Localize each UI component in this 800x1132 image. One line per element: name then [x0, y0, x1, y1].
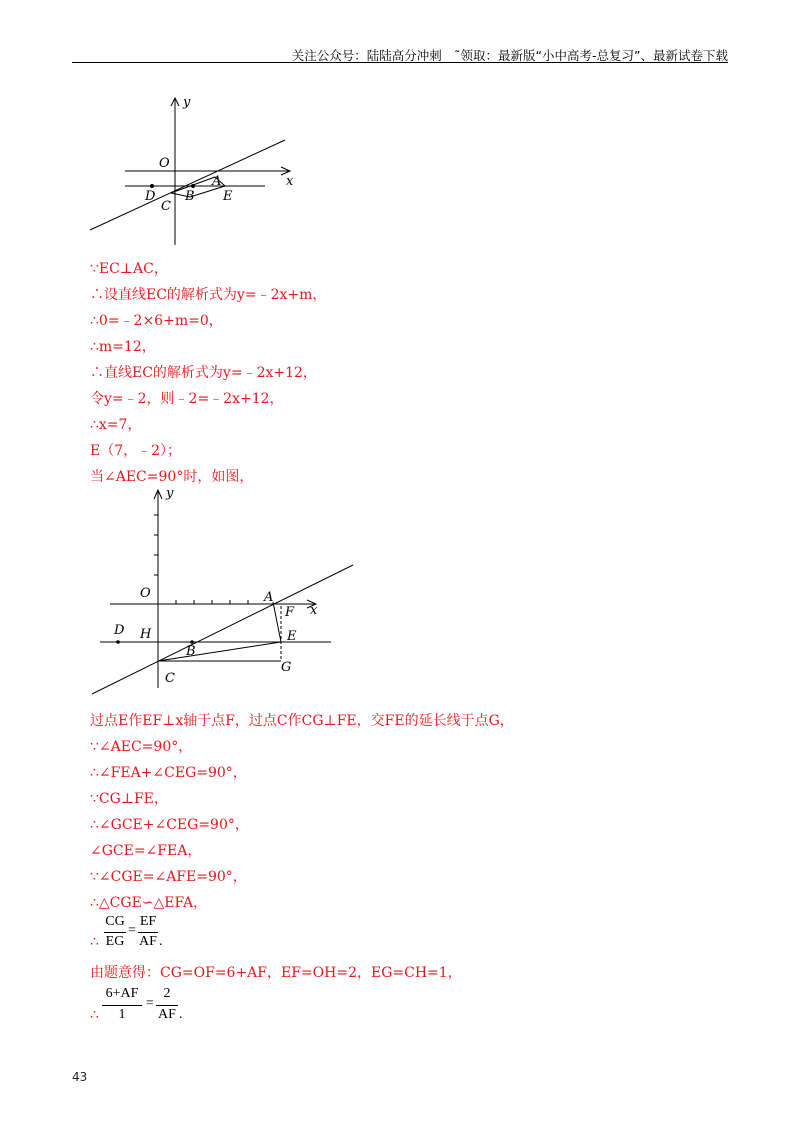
fig1-label-x: x: [286, 174, 294, 189]
fig2-label-c: C: [165, 671, 175, 686]
solution-line: ∴△CGE∽△EFA，: [90, 895, 208, 911]
solution-line: 过点E作EF⊥x轴于点F，过点C作CG⊥FE，交FE的延长线于点G，: [90, 713, 514, 729]
fig1-label-o: O: [159, 156, 170, 171]
solution-line: ∵∠AEC=90°，: [90, 739, 193, 755]
solution-line: E（7，﹣2）；: [90, 443, 182, 459]
fig1-label-a: A: [212, 174, 222, 189]
frac1-den-right: AF: [139, 934, 157, 949]
solution-line: ∴m=12，: [90, 339, 156, 355]
fig2-label-f: F: [285, 605, 295, 620]
fig2-label-a: A: [264, 590, 274, 605]
frac1-den-left: EG: [105, 934, 125, 949]
page-header: [72, 0, 728, 63]
fig2-label-b: B: [186, 644, 196, 659]
solution-line: ∵CG⊥FE，: [90, 791, 168, 807]
frac2-num-right: 2: [163, 986, 171, 1001]
fig1-label-d: D: [145, 189, 156, 204]
fig2-label-g: G: [281, 660, 292, 675]
frac2-bar-left: [102, 1005, 142, 1006]
frac2-num-left: 6+AF: [105, 986, 139, 1001]
solution-line: ∴0=﹣2×6+m=0，: [90, 313, 223, 329]
frac1-bar-left: [104, 932, 126, 933]
fig1-label-y: y: [183, 95, 191, 110]
fig1-label-b: B: [185, 189, 195, 204]
frac1-num-left: CG: [105, 914, 125, 929]
frac1-prefix: ∴: [90, 935, 99, 950]
frac2-bar-right: [156, 1005, 178, 1006]
solution-line: ∴∠GCE+∠CEG=90°，: [90, 817, 249, 833]
solution-line: ∴设直线EC的解析式为y=﹣2x+m，: [90, 287, 327, 303]
fig2-label-o: O: [140, 586, 151, 601]
solution-line: ∴x=7，: [90, 417, 142, 433]
solution-line: 由题意得：CG=OF=6+AF，EF=OH=2，EG=CH=1，: [90, 965, 462, 981]
fig1-label-e: E: [223, 189, 233, 204]
figure-1-graph: [85, 90, 315, 250]
frac2-prefix: ∴: [90, 1008, 99, 1023]
solution-line: ∠GCE=∠FEA，: [90, 843, 202, 859]
fig2-label-x: x: [310, 603, 318, 618]
figure-2-graph: [88, 485, 358, 700]
solution-line: 令y=﹣2，则﹣2=﹣2x+12，: [90, 391, 284, 407]
frac1-num-right: EF: [139, 914, 157, 929]
solution-line: ∵∠CGE=∠AFE=90°，: [90, 869, 247, 885]
fig2-label-y: y: [166, 486, 174, 501]
fig2-label-e: E: [287, 629, 297, 644]
frac2-equals: =: [146, 996, 154, 1011]
page-number: 43: [72, 1070, 88, 1084]
fig2-label-d: D: [114, 623, 125, 638]
frac2-den-right: AF: [158, 1007, 176, 1022]
frac2-den-left: 1: [118, 1007, 126, 1022]
frac1-bar-right: [138, 932, 158, 933]
fig2-label-h: H: [140, 627, 152, 642]
solution-line: ∵EC⊥AC，: [90, 261, 168, 277]
frac1-equals: =: [128, 923, 136, 938]
solution-line: ∴∠FEA+∠CEG=90°，: [90, 765, 247, 781]
frac1-suffix: .: [159, 934, 163, 949]
fraction-equation-1: [90, 912, 170, 952]
fig1-label-c: C: [161, 199, 171, 214]
fraction-equation-2: [90, 984, 190, 1026]
solution-line: ∴直线EC的解析式为y=﹣2x+12，: [90, 365, 317, 381]
frac2-suffix: .: [179, 1007, 183, 1022]
solution-line: 当∠AEC=90°时，如图，: [90, 469, 254, 485]
header-text: 关注公众号：陆陆高分冲刺 ˜领取：最新版“小中高考-总复习”、最新试卷下载: [291, 48, 728, 63]
